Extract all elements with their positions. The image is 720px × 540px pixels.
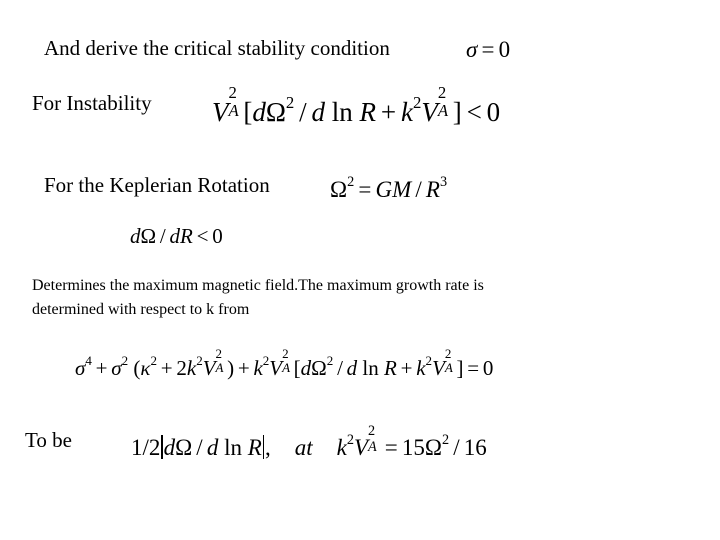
equation-sigma-zero: σ = 0 — [466, 37, 511, 62]
equation-instability-condition: V 2 A [$d\Omega^2$ / d $\ln R + k^2V$ 2 A ] < 0 — [212, 82, 501, 127]
equation-omega-derivative: dΩ / dR < 0 — [130, 224, 223, 248]
determines-text-line2: determined with respect to k from — [32, 301, 250, 318]
critical-condition-text: And derive the critical stability condition — [44, 36, 390, 60]
equation-keplerian-omega: $\Omega^2$ = GM / $R^3$ — [330, 174, 448, 202]
instability-label: For Instability — [32, 91, 152, 115]
equation-dispersion-relation: $\sigma^4 + \sigma^2$ ($\kappa^2 + 2k^2V$ 2 A ) + $k^2V$ 2 A [$d\Omega^2$ / d $\ln R + k^2V$ 2 A ] = 0 — [75, 345, 494, 380]
to-be-label: To be — [25, 428, 72, 452]
determines-text-line1: Determines the maximum magnetic field.The maximum growth rate is — [32, 277, 484, 294]
keplerian-label: For the Keplerian Rotation — [44, 173, 270, 197]
equation-max-growth-rate: 1/2 dΩ / d ln R , at $k^2V$ 2 A = $15\Omega^2 / 16$ — [131, 423, 487, 460]
